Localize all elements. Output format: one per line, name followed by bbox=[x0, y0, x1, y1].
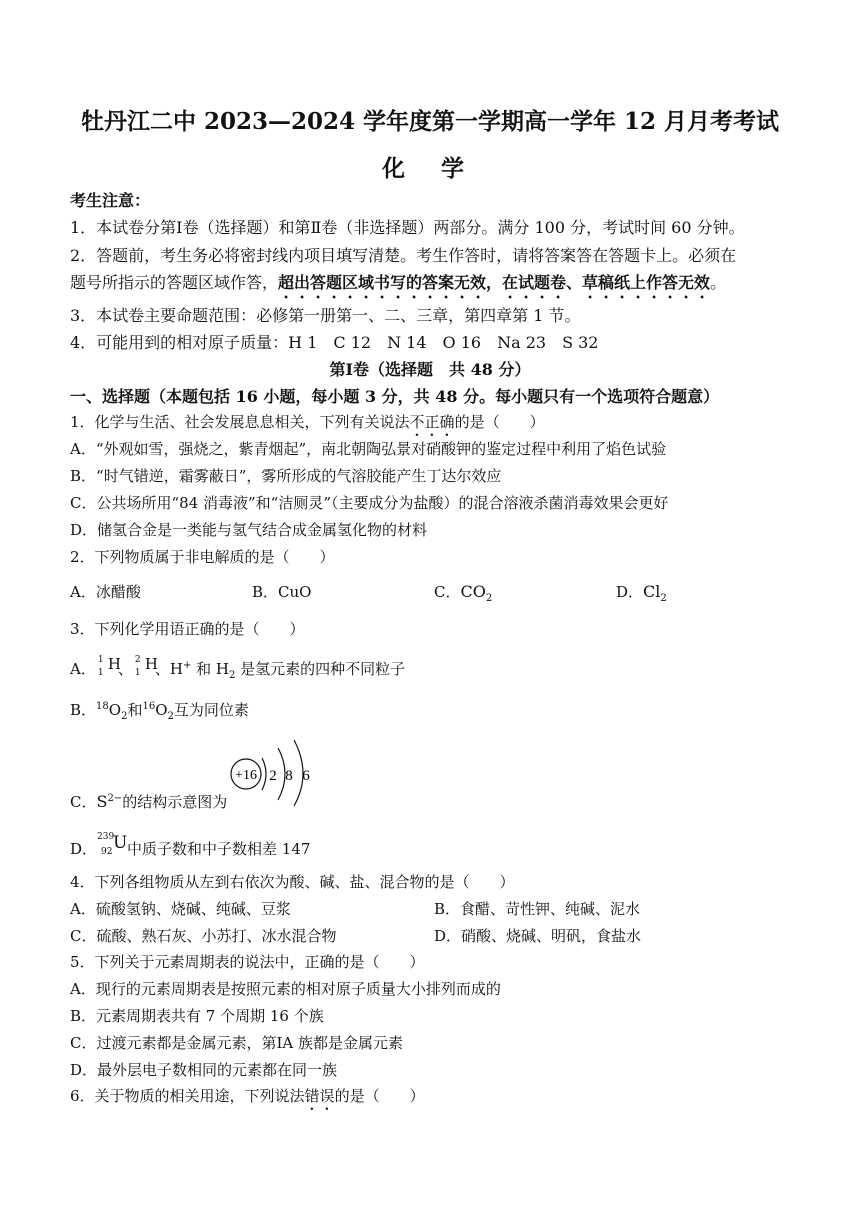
q3-option-a-text: 是氢元素的四种不同粒子 bbox=[240, 660, 406, 678]
notice-item-4: 4．可能用到的相对原子质量：H 1 C 12 N 14 O 16 Na 23 S 32 bbox=[70, 333, 599, 352]
q1-stem-b: 的是（ ） bbox=[454, 413, 545, 431]
subject-title: 化 学 bbox=[381, 155, 478, 182]
q1-stem-a: 1．化学与生活、社会发展息息相关，下列有关说法 bbox=[70, 413, 410, 431]
sulfide-ion-structure-diagram bbox=[226, 736, 326, 808]
q5-option-c: C．过渡元素都是金属元素，第ⅠA 族都是金属元素 bbox=[70, 1034, 404, 1052]
q1-option-c: C．公共场所用“84 消毒液”和“洁厕灵”（主要成分为盐酸）的混合溶液杀菌消毒效果会更好 bbox=[70, 494, 669, 512]
q3-option-c bbox=[70, 791, 227, 812]
q2-option-a: A．冰醋酸 bbox=[70, 583, 141, 601]
q4-option-a: A．硫酸氢钠、烧碱、纯碱、豆浆 bbox=[70, 900, 291, 918]
q2-option-c bbox=[434, 581, 492, 604]
q3-option-c-label: C． bbox=[70, 793, 97, 811]
q2-option-c-label: C． bbox=[434, 583, 461, 601]
shell-3-count: 6 bbox=[302, 768, 310, 784]
exam-title: 牡丹江二中 2023—2024 学年度第一学期高一学年 12 月月考考试 bbox=[80, 108, 780, 135]
notice-item-1: 1．本试卷分第Ⅰ卷（选择题）和第Ⅱ卷（非选择题）两部分。满分 100 分，考试时间 60 分钟。 bbox=[70, 218, 745, 237]
q2-option-c-sub: 2 bbox=[485, 593, 493, 604]
q2-stem: 2．下列物质属于非电解质的是（ ） bbox=[70, 548, 335, 566]
notice-item-2b-bold1: 超出答题区域书写的答案无效 bbox=[278, 273, 487, 292]
q3-stem: 3．下列化学用语正确的是（ ） bbox=[70, 620, 305, 638]
isotope-h1: 1 1 H bbox=[97, 655, 121, 678]
q2-option-d bbox=[616, 581, 667, 604]
q3-option-c-charge: 2− bbox=[107, 793, 123, 804]
notice-item-2b-sep: ， bbox=[486, 273, 503, 292]
q2-option-b: B．CuO bbox=[252, 583, 312, 601]
q3-option-b-text: 互为同位素 bbox=[173, 701, 249, 719]
notice-item-3: 3．本试卷主要命题范围：必修第一册第一、二、三章，第四章第 1 节。 bbox=[70, 306, 581, 325]
q1-option-b: B．“时气错逆，霜雾蔽日”，雾所形成的气溶胶能产生丁达尔效应 bbox=[70, 467, 502, 485]
q1-option-a: A．“外观如雪，强烧之，紫青烟起”，南北朝陶弘景对硝酸钾的鉴定过程中利用了焰色试验 bbox=[70, 440, 667, 458]
q5-option-a: A．现行的元素周期表是按照元素的相对原子质量大小排列而成的 bbox=[70, 980, 501, 998]
q3-option-b-label: B． bbox=[70, 701, 97, 719]
q3-option-d-text: 中质子数和中子数相差 147 bbox=[127, 840, 311, 858]
q3-option-b-and: 和 bbox=[127, 701, 143, 719]
notice-item-2b-bold2: 在试题卷、草稿纸上作答无效 bbox=[502, 273, 711, 292]
nucleus-charge: +16 bbox=[235, 768, 257, 783]
notice-item-2b bbox=[70, 270, 726, 302]
part1-heading: 第Ⅰ卷（选择题 共 48 分） bbox=[329, 360, 531, 379]
q3-option-a: A． 1 1 H 、 2 1 H 、H+ 和 $H_2$ 是氢元素的四种不同粒子 bbox=[70, 655, 406, 681]
notice-item-2b-end: 。 bbox=[710, 273, 727, 292]
q3-option-b: B．$^{18}O_2$和$^{16}O_2$互为同位素 bbox=[70, 701, 249, 722]
q4-option-c: C．硫酸、熟石灰、小苏打、冰水混合物 bbox=[70, 927, 337, 945]
q5-stem: 5．下列关于元素周期表的说法中，正确的是（ ） bbox=[70, 953, 425, 971]
q1-stem bbox=[70, 411, 545, 440]
notice-item-2b-plain: 题号所指示的答题区域作答， bbox=[70, 273, 279, 292]
q2-option-d-label: D． bbox=[616, 583, 644, 601]
isotope-u239: 239 92 U bbox=[97, 832, 128, 857]
q5-option-b: B．元素周期表共有 7 个周期 16 个族 bbox=[70, 1007, 324, 1025]
q5-option-d: D．最外层电子数相同的元素都在同一族 bbox=[70, 1061, 338, 1079]
q3-option-a-label: A． bbox=[70, 660, 96, 678]
q6-stem-emphasis: 错误 bbox=[304, 1087, 335, 1105]
notice-heading: 考生注意： bbox=[70, 191, 151, 210]
q4-option-d: D．硝酸、烧碱、明矾，食盐水 bbox=[434, 927, 642, 945]
q6-stem-a: 6．关于物质的相关用途，下列说法 bbox=[70, 1087, 305, 1105]
q1-stem-emphasis: 不正确 bbox=[409, 413, 455, 431]
q6-stem bbox=[70, 1085, 425, 1114]
q3-option-d-label: D． bbox=[70, 840, 98, 858]
q2-option-d-sub: 2 bbox=[660, 593, 667, 604]
q4-option-b: B．食醋、苛性钾、纯碱、泥水 bbox=[434, 900, 641, 918]
q4-stem: 4．下列各组物质从左到右依次为酸、碱、盐、混合物的是（ ） bbox=[70, 873, 515, 891]
shell-2-count: 8 bbox=[285, 768, 293, 784]
q2-option-c-formula: CO bbox=[460, 582, 486, 601]
section-heading: 一、选择题（本题包括 16 小题，每小题 3 分，共 48 分。每小题只有一个选项符合题意） bbox=[70, 387, 720, 406]
isotope-h2: 2 1 H bbox=[134, 655, 158, 678]
q3-option-c-text: 的结构示意图为 bbox=[122, 793, 228, 811]
q2-option-d-formula: Cl bbox=[643, 582, 661, 601]
notice-item-2a: 2．答题前，考生务必将密封线内项目填写清楚。考生作答时，请将答案答在答题卡上。必须在 bbox=[70, 246, 737, 265]
q3-option-c-ion: S bbox=[96, 792, 108, 811]
q3-option-d bbox=[70, 832, 310, 860]
q1-option-d: D．储氢合金是一类能与氢气结合成金属氢化物的材料 bbox=[70, 521, 428, 539]
q6-stem-b: 的是（ ） bbox=[334, 1087, 425, 1105]
shell-1-count: 2 bbox=[269, 768, 277, 784]
